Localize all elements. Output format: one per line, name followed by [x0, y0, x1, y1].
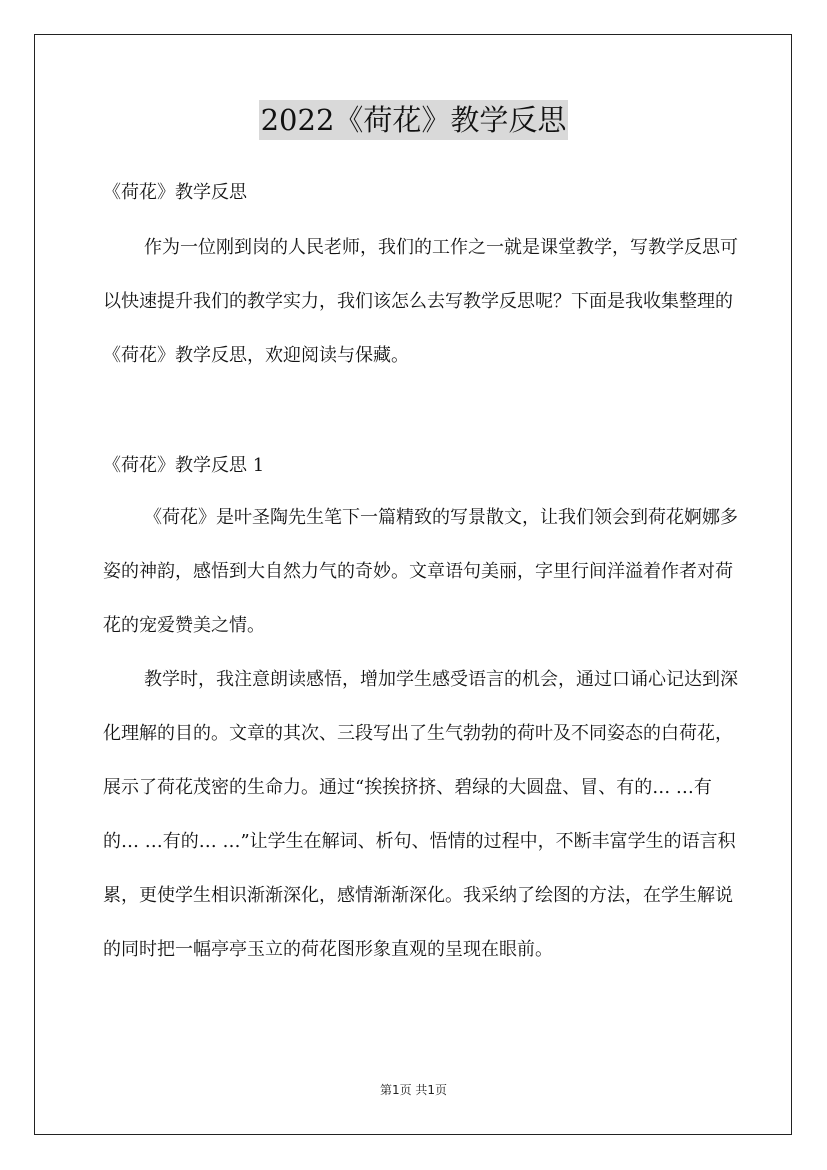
- page-footer: 第1页 共1页: [379, 1083, 448, 1097]
- section1-heading: 《荷花》教学反思 1: [103, 455, 265, 476]
- document-title: 2022《荷花》教学反思: [259, 100, 569, 140]
- intro-paragraph: 作为一位刚到岗的人民老师，我们的工作之一就是课堂教学，写教学反思可以快速提升我们的教学实力，我们该怎么去写教学反思呢？下面是我收集整理的《荷花》教学反思，欢迎阅读与保藏。: [103, 237, 738, 366]
- section1-paragraph-2: 教学时，我注意朗读感悟，增加学生感受语言的机会，通过口诵心记达到深化理解的目的。文章的其次、三段写出了生气勃勃的荷叶及不同姿态的白荷花，展示了荷花茂密的生命力。通过“挨挨挤挤、碧绿的大圆盘、冒、有的… …有的… …有的… …”让学生在解词、析句、悟情的过程中，不断丰富学生的语言积累，更使学生相识渐渐深化，感情渐渐深化。我采纳了绘图的方法，在学生解说的同时把一幅亭亭玉立的荷花图形象直观的呈现在眼前。: [103, 669, 738, 960]
- title-container: [0, 100, 827, 140]
- intro-heading: 《荷花》教学反思: [103, 182, 247, 203]
- section1-paragraph-1: 《荷花》是叶圣陶先生笔下一篇精致的写景散文，让我们领会到荷花婀娜多姿的神韵，感悟到大自然力气的奇妙。文章语句美丽，字里行间洋溢着作者对荷花的宠爱赞美之情。: [103, 507, 738, 636]
